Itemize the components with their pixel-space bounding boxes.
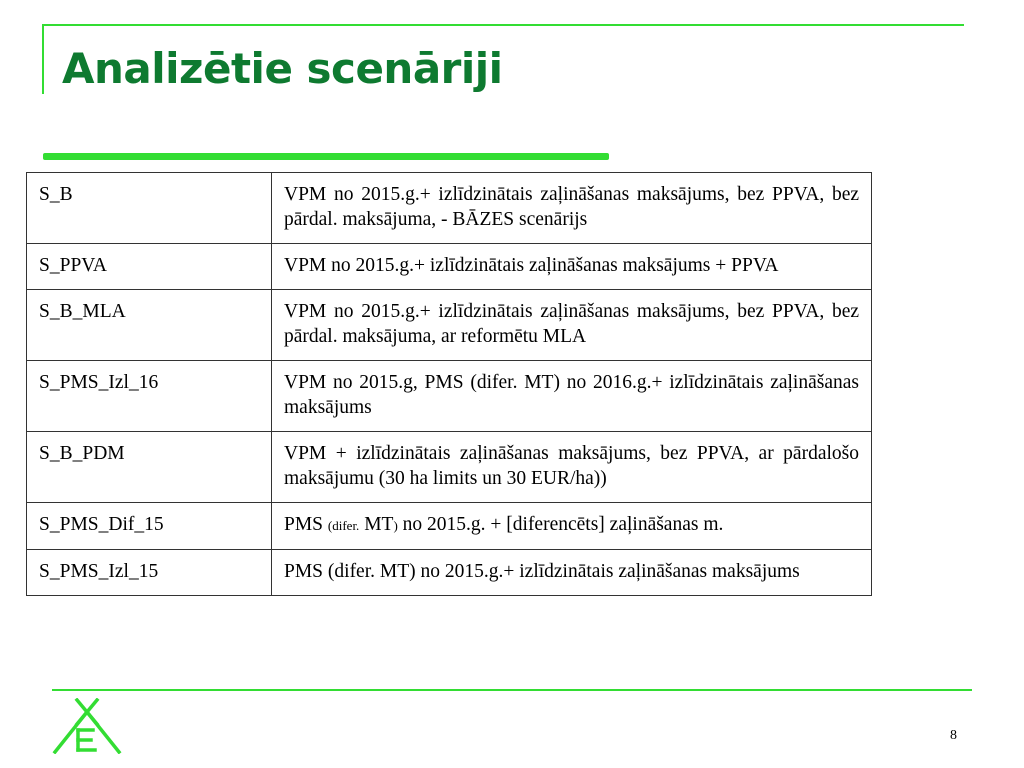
scenario-code: S_B_MLA (27, 290, 272, 361)
scenario-description: VPM no 2015.g.+ izlīdzinātais zaļināšanas maksājums + PPVA (272, 244, 872, 290)
scenarios-table (26, 172, 872, 596)
scenario-description: VPM no 2015.g, PMS (difer. MT) no 2016.g.+ izlīdzinātais zaļināšanas maksājums (272, 361, 872, 432)
scenario-code: S_B_PDM (27, 432, 272, 503)
slide-title: Analizētie scenāriji (62, 44, 503, 93)
page-number: 8 (950, 728, 957, 743)
scenario-code: S_PMS_Izl_16 (27, 361, 272, 432)
scenario-description: PMS (difer. MT) no 2015.g. + [diferencēts] zaļināšanas m. (272, 503, 872, 550)
table-row (27, 173, 872, 244)
scenario-description: VPM + izlīdzinātais zaļināšanas maksājums, bez PPVA, ar pārdalošo maksājumu (30 ha limits un 30 EUR/ha)) (272, 432, 872, 503)
scenario-code: S_PMS_Izl_15 (27, 550, 272, 596)
frame-left-line (42, 24, 44, 94)
table-row (27, 503, 872, 550)
title-underline (43, 153, 609, 160)
table-row (27, 432, 872, 503)
scenario-description: VPM no 2015.g.+ izlīdzinātais zaļināšanas maksājums, bez PPVA, bez pārdal. maksājuma, - BĀZES scenārijs (272, 173, 872, 244)
frame-top-line (42, 24, 964, 26)
logo-icon (51, 698, 123, 754)
scenario-description: PMS (difer. MT) no 2015.g.+ izlīdzinātais zaļināšanas maksājums (272, 550, 872, 596)
table-row (27, 244, 872, 290)
scenario-description: VPM no 2015.g.+ izlīdzinātais zaļināšanas maksājums, bez PPVA, bez pārdal. maksājuma, ar reformētu MLA (272, 290, 872, 361)
scenario-code: S_PPVA (27, 244, 272, 290)
table-row (27, 290, 872, 361)
scenario-code: S_PMS_Dif_15 (27, 503, 272, 550)
table-row (27, 361, 872, 432)
footer-line (52, 689, 972, 691)
scenario-code: S_B (27, 173, 272, 244)
table-row (27, 550, 872, 596)
